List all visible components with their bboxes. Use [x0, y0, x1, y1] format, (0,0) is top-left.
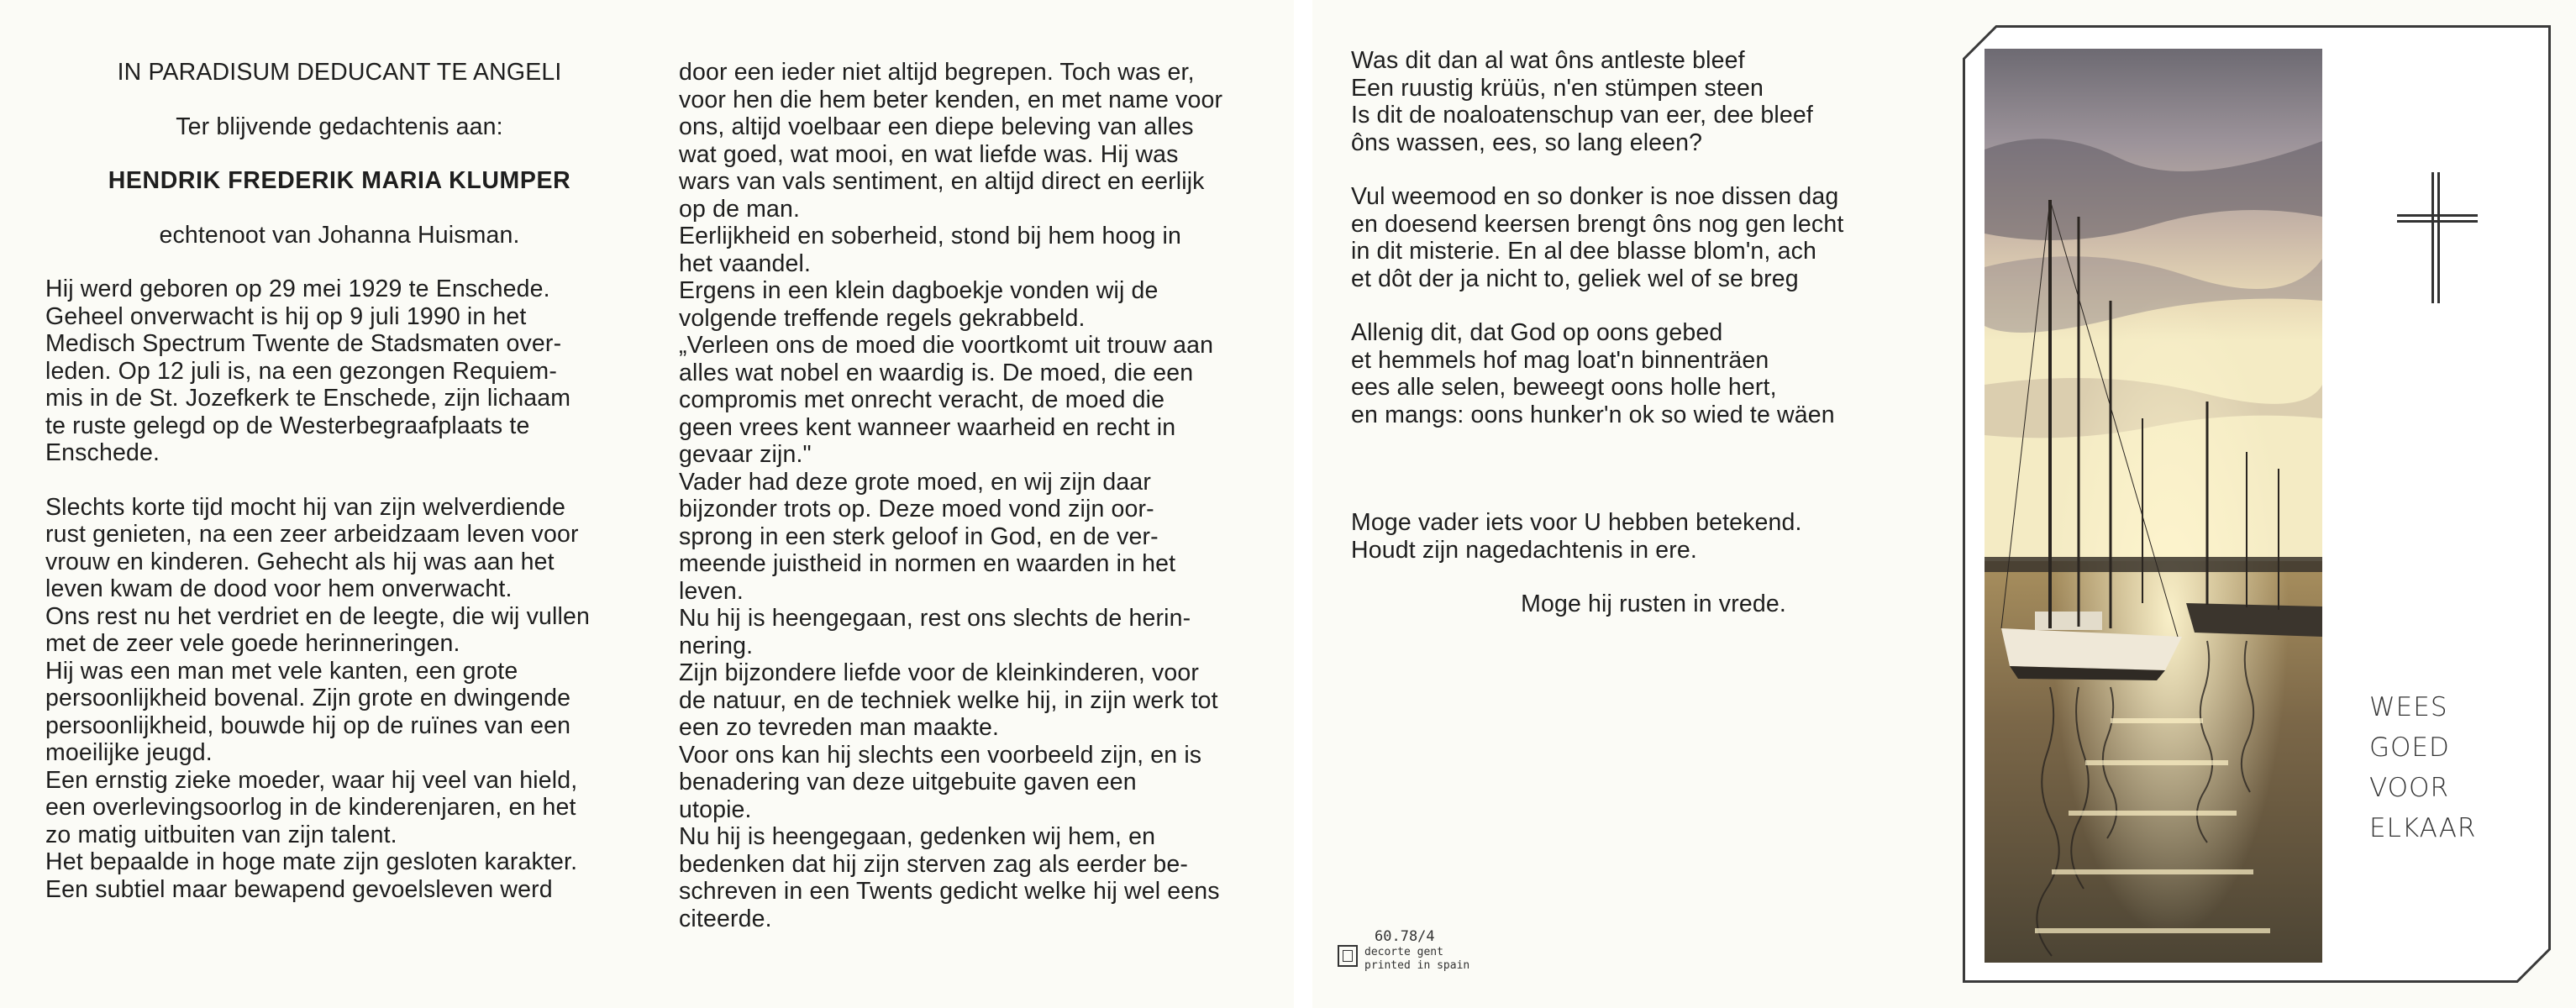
- tribute-line: Het bepaalde in hoge mate zijn gesloten karakter.: [45, 848, 578, 875]
- final-blessing: Moge hij rusten in vrede.: [1521, 591, 1786, 617]
- text-line: Voor ons kan hij slechts een voorbeeld zijn, en is: [679, 741, 1202, 769]
- tribute-line: Een subtiel maar bewapend gevoelsleven werd: [45, 875, 553, 903]
- text-line: op de man.: [679, 195, 801, 223]
- obituary-column-1: [45, 59, 633, 903]
- printer-logo-icon: [1338, 945, 1358, 967]
- quote-line: compromis met onrecht veracht, de moed die: [679, 386, 1165, 413]
- tribute-line: zo matig uitbuiten van zijn talent.: [45, 821, 397, 848]
- poem-line: et hemmels hof mag loat'n binnenträen: [1351, 346, 1769, 374]
- text-line: citeerde.: [679, 905, 772, 932]
- text-line: schreven in een Twents gedicht welke hij wel eens: [679, 878, 1220, 905]
- text-line: Nu hij is heengegaan, rest ons slechts de herin-: [679, 605, 1191, 632]
- poem-line: Was dit dan al wat ôns antleste bleef: [1351, 47, 1745, 74]
- motto-line: WEES: [2369, 692, 2448, 722]
- text-line: de natuur, en de techniek welke hij, in zijn werk tot: [679, 686, 1218, 714]
- text-line: Nu hij is heengegaan, gedenken wij hem, en: [679, 823, 1156, 850]
- tribute-line: leven kwam de dood voor hem onverwacht.: [45, 575, 513, 602]
- text-line: bedenken dat hij zijn sterven zag als eerder be-: [679, 850, 1189, 878]
- poem-column: [1351, 47, 1956, 618]
- poem-line: Is dit de noaloatenschup van eer, dee bleef: [1351, 102, 1813, 129]
- text-line: utopie.: [679, 795, 752, 823]
- poem-line: ôns wassen, ees, so lang eleen?: [1351, 129, 1703, 156]
- biography-line: Hij werd geboren op 29 mei 1929 te Enschede.: [45, 276, 550, 302]
- biography-paragraph: [45, 276, 633, 467]
- printer-name: decorte gent: [1364, 946, 1443, 958]
- poem-line: Allenig dit, dat God op oons gebed: [1351, 319, 1723, 346]
- text-line: het vaandel.: [679, 249, 812, 277]
- biography-line: te ruste gelegd op de Westerbegraafplaats te: [45, 412, 530, 439]
- tribute-line: Slechts korte tijd mocht hij van zijn welverdiende: [45, 493, 565, 521]
- text-line: sprong in een sterk geloof in God, en de ver-: [679, 522, 1159, 550]
- text-line: voor hen die hem beter kenden, en met name voor: [679, 86, 1223, 113]
- tribute-line: Hij was een man met vele kanten, een grote: [45, 657, 518, 685]
- poem-line: en doesend keersen brengt ôns nog gen lecht: [1351, 210, 1844, 238]
- poem-line: et dôt der ja nicht to, geliek wel of se breg: [1351, 265, 1799, 292]
- tribute-line: persoonlijkheid bovenal. Zijn grote en dwingende: [45, 685, 571, 711]
- text-line: wat goed, wat mooi, en wat liefde was. Hij was: [679, 140, 1179, 168]
- tribute-line: moeilijke jeugd.: [45, 739, 213, 766]
- biography-line: Enschede.: [45, 439, 160, 466]
- quote-line: „Verleen ons de moed die voortkomt uit trouw aan: [679, 332, 1214, 359]
- poem-stanza-2: [1351, 183, 1956, 292]
- motto-line: ELKAAR: [2369, 813, 2477, 843]
- cover-motto: [2369, 687, 2476, 848]
- latin-blessing: IN PARADISUM DEDUCANT TE ANGELI: [117, 59, 562, 86]
- remembrance-intro: Ter blijvende gedachtenis aan:: [176, 113, 503, 140]
- text-line: benadering van deze uitgebuite gaven een: [679, 769, 1137, 795]
- tribute-line: rust genieten, na een zeer arbeidzaam leven voor: [45, 521, 579, 548]
- biography-line: leden. Op 12 juli is, na een gezongen Requiem-: [45, 357, 557, 385]
- text-line: wars van vals sentiment, en altijd direct en eerlijk: [679, 168, 1205, 195]
- deceased-name: HENDRIK FREDERIK MARIA KLUMPER: [108, 167, 571, 194]
- quote-line: alles wat nobel en waardig is. De moed, die een: [679, 359, 1194, 386]
- motto-line: GOED: [2369, 732, 2450, 763]
- text-line: volgende treffende regels gekrabbeld.: [679, 304, 1086, 332]
- text-line: nering.: [679, 632, 754, 659]
- closing-line: Houdt zijn nagedachtenis in ere.: [1351, 536, 1697, 564]
- tribute-line: met de zeer vele goede herinneringen.: [45, 630, 460, 657]
- text-line: een zo tevreden man maakte.: [679, 714, 1000, 741]
- poem-line: Vul weemood en so donker is noe dissen dag: [1351, 183, 1839, 210]
- text-line: bijzonder trots op. Deze moed vond zijn oor-: [679, 496, 1154, 522]
- printer-mark: [1338, 928, 1469, 973]
- poem-stanza-1: [1351, 47, 1956, 156]
- text-line: Ergens in een klein dagboekje vonden wij de: [679, 277, 1159, 304]
- harbour-sunset-photo: [1985, 49, 2322, 963]
- text-line: Eerlijkheid en soberheid, stond bij hem hoog in: [679, 223, 1182, 249]
- quote-line: geen vrees kent wanneer waarheid en recht in: [679, 413, 1176, 441]
- tribute-line: een overlevingsoorlog in de kinderenjaren, en het: [45, 794, 576, 821]
- poem-line: ees alle selen, beweegt oons holle hert,: [1351, 374, 1777, 401]
- text-line: leven.: [679, 577, 744, 605]
- closing-paragraph: [1351, 509, 1956, 564]
- text-line: door een ieder niet altijd begrepen. Toch was er,: [679, 59, 1195, 86]
- poem-line: in dit misterie. En al dee blasse blom'n, ach: [1351, 238, 1816, 265]
- biography-line: Medisch Spectrum Twente de Stadsmaten over-: [45, 330, 562, 357]
- spouse-line: echtenoot van Johanna Huisman.: [159, 221, 520, 249]
- biography-line: Geheel onverwacht is hij op 9 juli 1990 in het: [45, 302, 527, 330]
- tribute-line: Een ernstig zieke moeder, waar hij veel van hield,: [45, 766, 578, 794]
- tribute-line: persoonlijkheid, bouwde hij op de ruïnes van een: [45, 711, 571, 739]
- printer-origin: printed in spain: [1364, 959, 1470, 972]
- text-line: meende juistheid in normen en waarden in het: [679, 550, 1176, 577]
- tribute-line: Ons rest nu het verdriet en de leegte, die wij vullen: [45, 602, 590, 630]
- motto-line: VOOR: [2369, 773, 2450, 803]
- double-line-cross-icon: [2395, 171, 2479, 305]
- print-code: 60.78/4: [1375, 928, 1435, 945]
- poem-stanza-3: [1351, 319, 1956, 428]
- tribute-paragraph: [45, 494, 633, 904]
- closing-line: Moge vader iets voor U hebben betekend.: [1351, 509, 1802, 536]
- obituary-column-2: [679, 59, 1259, 932]
- quote-line: gevaar zijn.": [679, 441, 812, 468]
- text-line: Vader had deze grote moed, en wij zijn daar: [679, 468, 1152, 496]
- tribute-line: vrouw en kinderen. Gehecht als hij was aan het: [45, 548, 555, 575]
- fold-gap: [1294, 0, 1312, 1008]
- poem-line: en mangs: oons hunker'n ok so wied te wäen: [1351, 401, 1835, 428]
- poem-line: Een ruustig krüüs, n'en stümpen steen: [1351, 74, 1764, 102]
- biography-line: mis in de St. Jozefkerk te Enschede, zijn lichaam: [45, 385, 571, 412]
- text-line: Zijn bijzondere liefde voor de kleinkinderen, voor: [679, 659, 1200, 686]
- text-line: ons, altijd voelbaar een diepe beleving van alles: [679, 113, 1194, 140]
